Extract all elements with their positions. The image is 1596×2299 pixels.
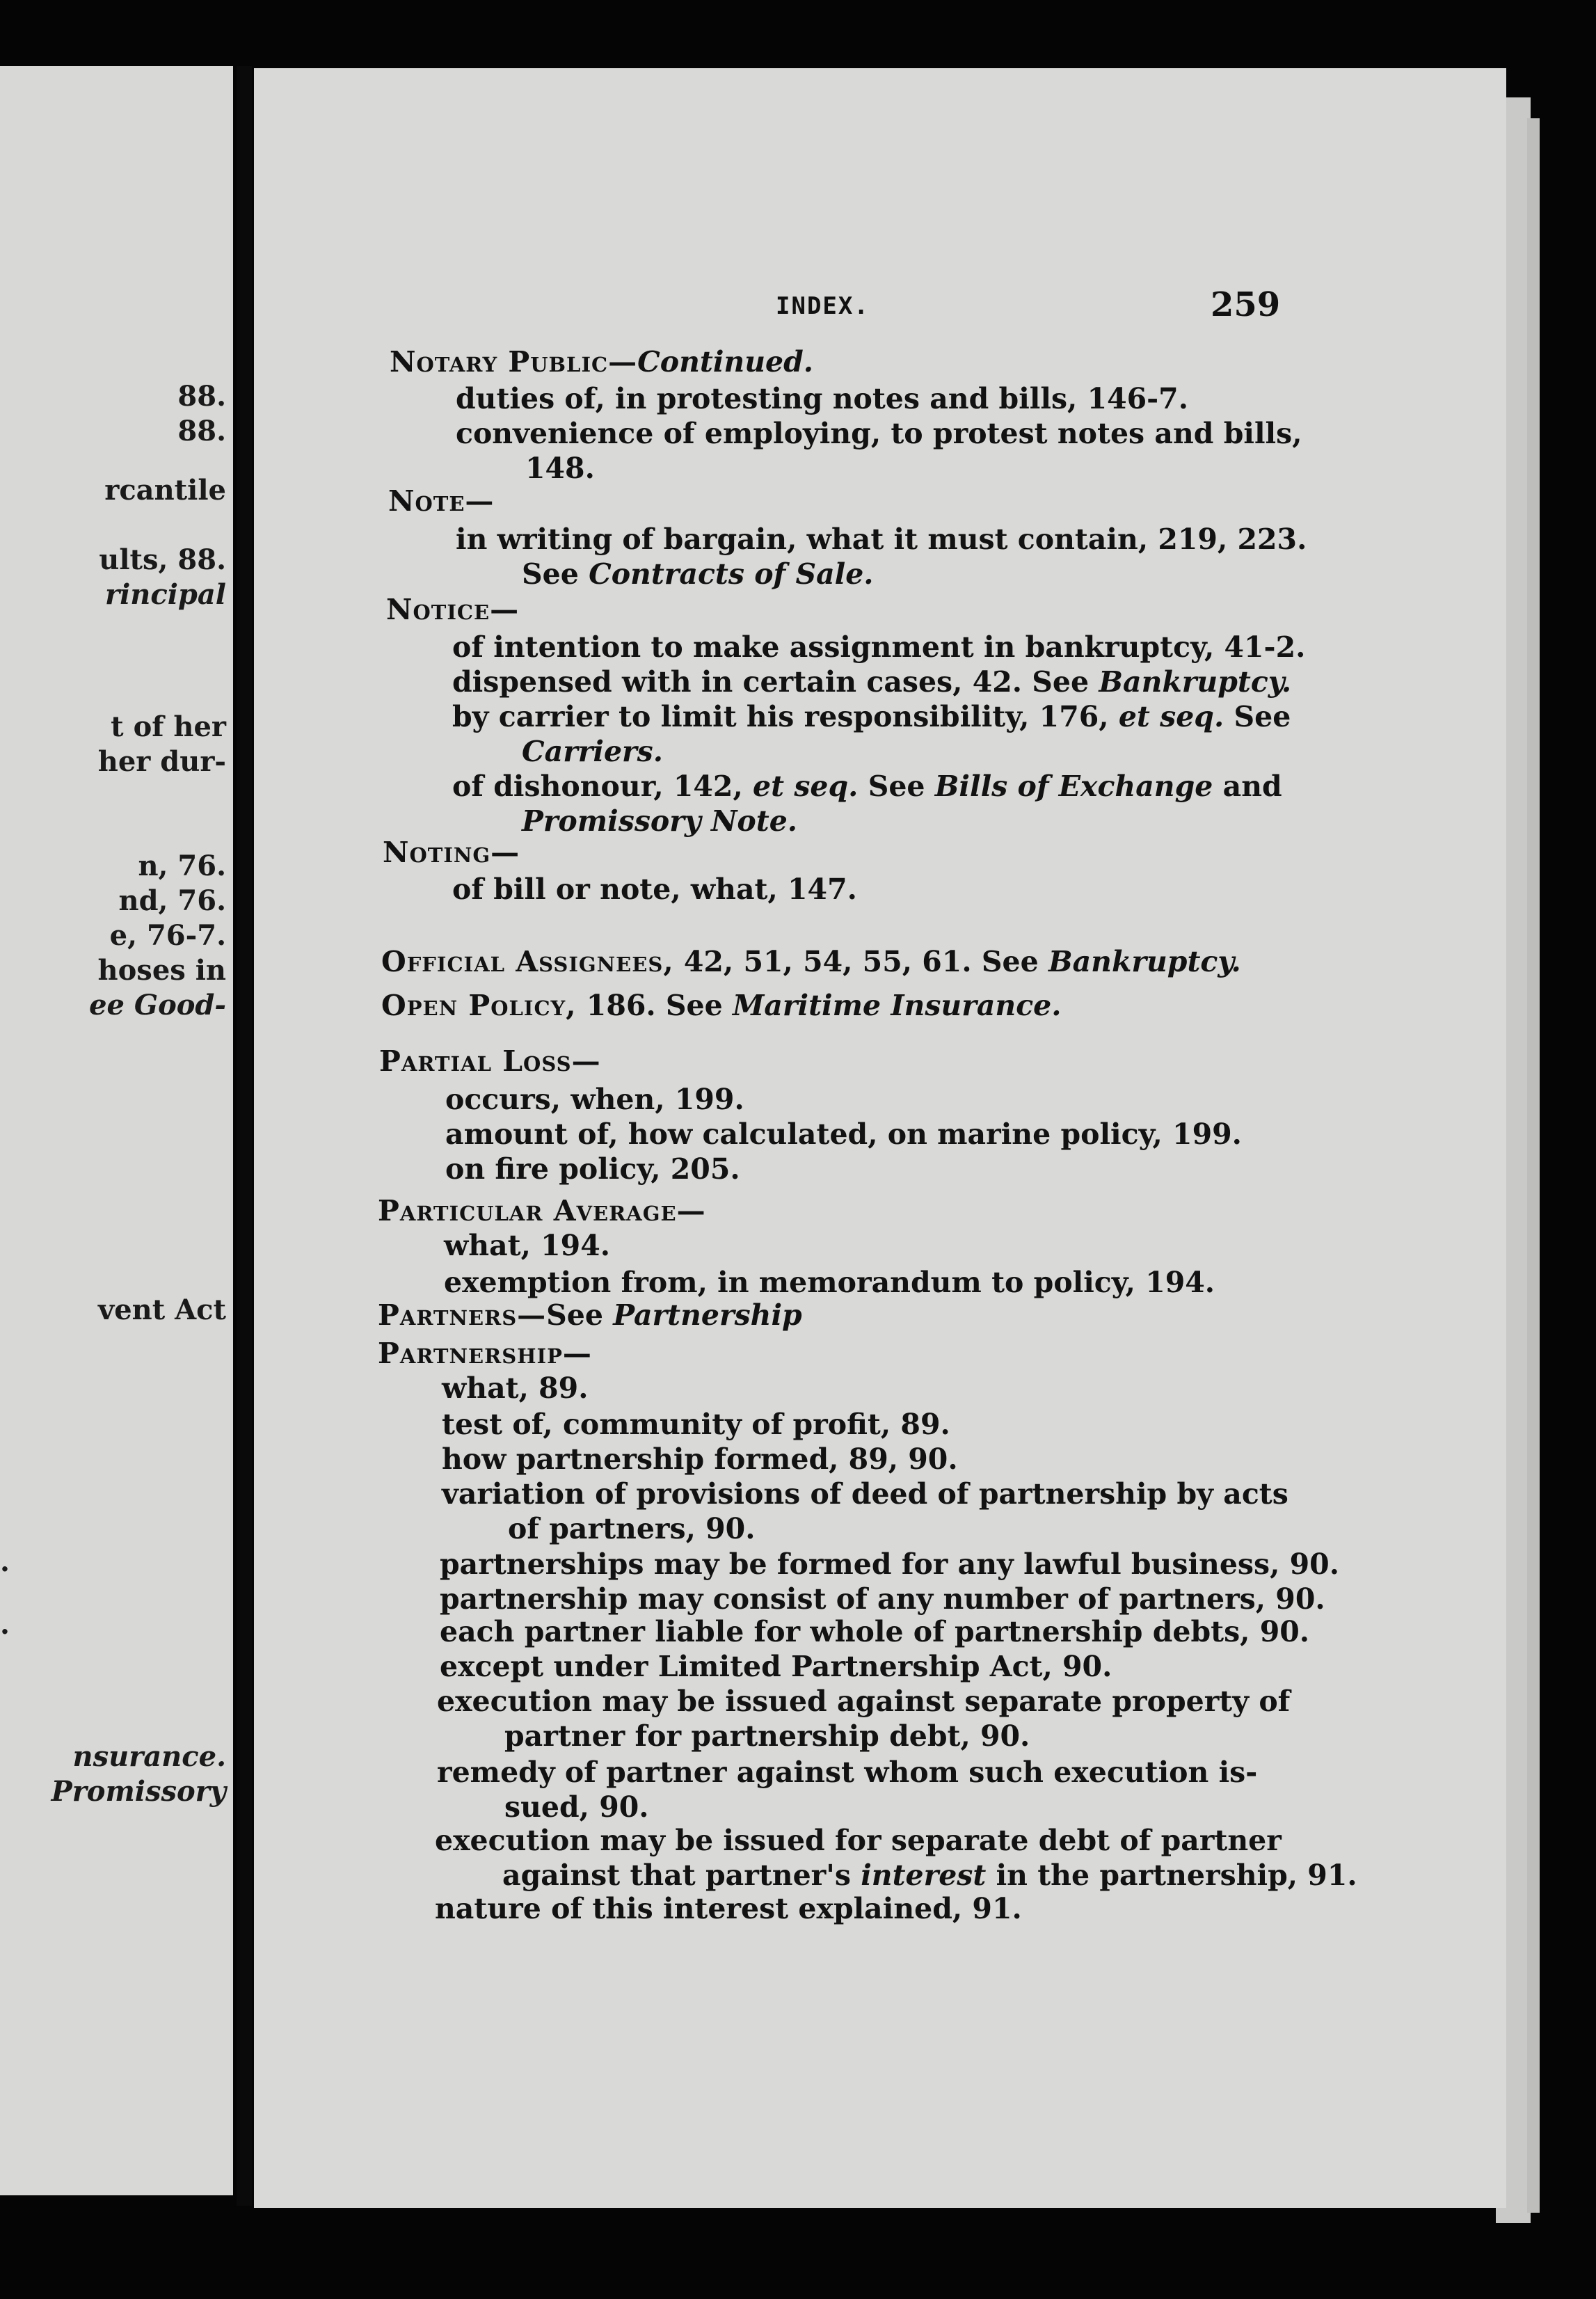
margin-fragment: 88. (177, 380, 226, 413)
index-subentry: test of, community of profit, 89. (442, 1408, 950, 1441)
reference-link: Promissory Note. (522, 804, 798, 838)
index-entry (390, 345, 814, 379)
margin-fragment: nd, 76. (118, 884, 226, 917)
index-subentry: occurs, when, 199. (445, 1083, 744, 1116)
margin-fragment: ee Good- (89, 989, 226, 1021)
margin-fragment: . (0, 1545, 10, 1578)
reference-link: Contracts of Sale. (589, 557, 874, 591)
see-label: See (546, 1298, 614, 1332)
entry-text: 186. See (576, 989, 733, 1022)
index-subentry: what, 194. (444, 1229, 611, 1262)
index-subentry-cont: sued, 90. (504, 1790, 649, 1824)
index-subentry: how partnership formed, 89, 90. (442, 1442, 958, 1476)
cross-reference (522, 557, 874, 591)
headword: Open Policy, (381, 989, 577, 1022)
index-subentry: amount of, how calculated, on marine policy, 199. (445, 1117, 1242, 1151)
margin-fragment: nsurance. (72, 1740, 226, 1773)
index-subentry: partnership may consist of any number of partners, 90. (440, 1582, 1325, 1616)
reference-link: Bankruptcy. (1048, 945, 1241, 978)
headword: Particular Average— (378, 1194, 706, 1227)
margin-fragment: ults, 88. (99, 543, 226, 576)
index-subentry: execution may be issued against separate property of (437, 1685, 1291, 1718)
index-subentry: remedy of partner against whom such execution is- (437, 1756, 1258, 1789)
entry-text: 42, 51, 54, 55, 61. See (673, 945, 1048, 978)
index-subentry (452, 772, 1282, 801)
subentry-text: against that partner's (502, 1859, 861, 1892)
headword: Noting— (383, 836, 520, 869)
index-entry (378, 1298, 802, 1332)
index-subentry (452, 665, 1292, 699)
index-subentry: partnerships may be formed for any lawful business, 90. (440, 1548, 1339, 1581)
headword: Partners— (378, 1298, 547, 1332)
reference-link: Carriers. (522, 735, 664, 768)
see-label: See (1224, 700, 1291, 733)
margin-fragment: 88. (177, 415, 226, 447)
index-subentry: each partner liable for whole of partnership debts, 90. (440, 1615, 1310, 1648)
margin-fragment: t of her (111, 710, 226, 743)
margin-fragment: rincipal (105, 578, 226, 611)
index-subentry: except under Limited Partnership Act, 90. (440, 1650, 1112, 1683)
headword: Notary Public— (390, 345, 638, 379)
margin-fragment: e, 76-7. (109, 919, 226, 952)
see-label: See (522, 557, 589, 591)
index-subentry-cont (502, 1861, 1357, 1890)
index-subentry: exemption from, in memorandum to policy, 194. (444, 1266, 1215, 1299)
headword: Note— (388, 484, 495, 518)
subentry-text: of dishonour, 142, (452, 770, 753, 803)
margin-fragment: Promissory (51, 1775, 226, 1808)
et-seq: et seq. (753, 770, 859, 803)
index-subentry-cont: 148. (525, 452, 595, 485)
subentry-text: dispensed with in certain cases, 42. See (452, 665, 1099, 699)
headword: Partial Loss— (379, 1044, 601, 1078)
continued-label: Continued. (637, 345, 814, 379)
margin-fragment: hoses in (97, 954, 226, 987)
headword: Notice— (386, 593, 520, 626)
reference-link: Bills of Exchange (934, 770, 1213, 803)
index-subentry: convenience of employing, to protest notes and bills, (456, 417, 1302, 450)
subentry-text: and (1213, 770, 1282, 803)
index-subentry: in writing of bargain, what it must contain, 219, 223. (456, 523, 1307, 556)
headword: Official Assignees, (381, 945, 674, 978)
reference-link: Maritime Insurance. (732, 989, 1062, 1022)
margin-fragment: her dur- (97, 745, 226, 778)
reference-link: Bankruptcy. (1099, 665, 1292, 699)
index-entry (381, 945, 1241, 978)
index-subentry: of bill or note, what, 147. (452, 873, 857, 906)
running-head: INDEX. (776, 292, 870, 320)
margin-fragment: vent Act (97, 1294, 226, 1326)
index-subentry (452, 700, 1291, 733)
margin-fragment: n, 76. (138, 850, 226, 882)
margin-fragment: . (0, 1608, 10, 1641)
index-subentry-cont: partner for partnership debt, 90. (504, 1719, 1030, 1753)
subentry-text: in the partnership, 91. (986, 1859, 1357, 1892)
index-subentry: what, 89. (442, 1371, 589, 1405)
index-subentry: execution may be issued for separate debt of partner (435, 1824, 1282, 1857)
index-subentry: variation of provisions of deed of partnership by acts (442, 1477, 1288, 1511)
index-subentry: nature of this interest explained, 91. (435, 1892, 1022, 1925)
emphasis: interest (861, 1859, 987, 1892)
margin-fragment: rcantile (104, 474, 226, 507)
reference-link: Partnership (613, 1298, 802, 1332)
index-subentry: of intention to make assignment in bankruptcy, 41-2. (452, 630, 1306, 664)
subentry-text: by carrier to limit his responsibility, 176, (452, 700, 1119, 733)
index-subentry-cont: of partners, 90. (508, 1512, 756, 1545)
index-entry (381, 989, 1062, 1022)
index-subentry: duties of, in protesting notes and bills, 146-7. (456, 382, 1188, 415)
et-seq: et seq. (1118, 700, 1224, 733)
headword: Partnership— (378, 1337, 592, 1370)
page-number: 259 (1211, 285, 1281, 324)
see-label: See (858, 770, 935, 803)
index-subentry: on fire policy, 205. (445, 1152, 740, 1186)
